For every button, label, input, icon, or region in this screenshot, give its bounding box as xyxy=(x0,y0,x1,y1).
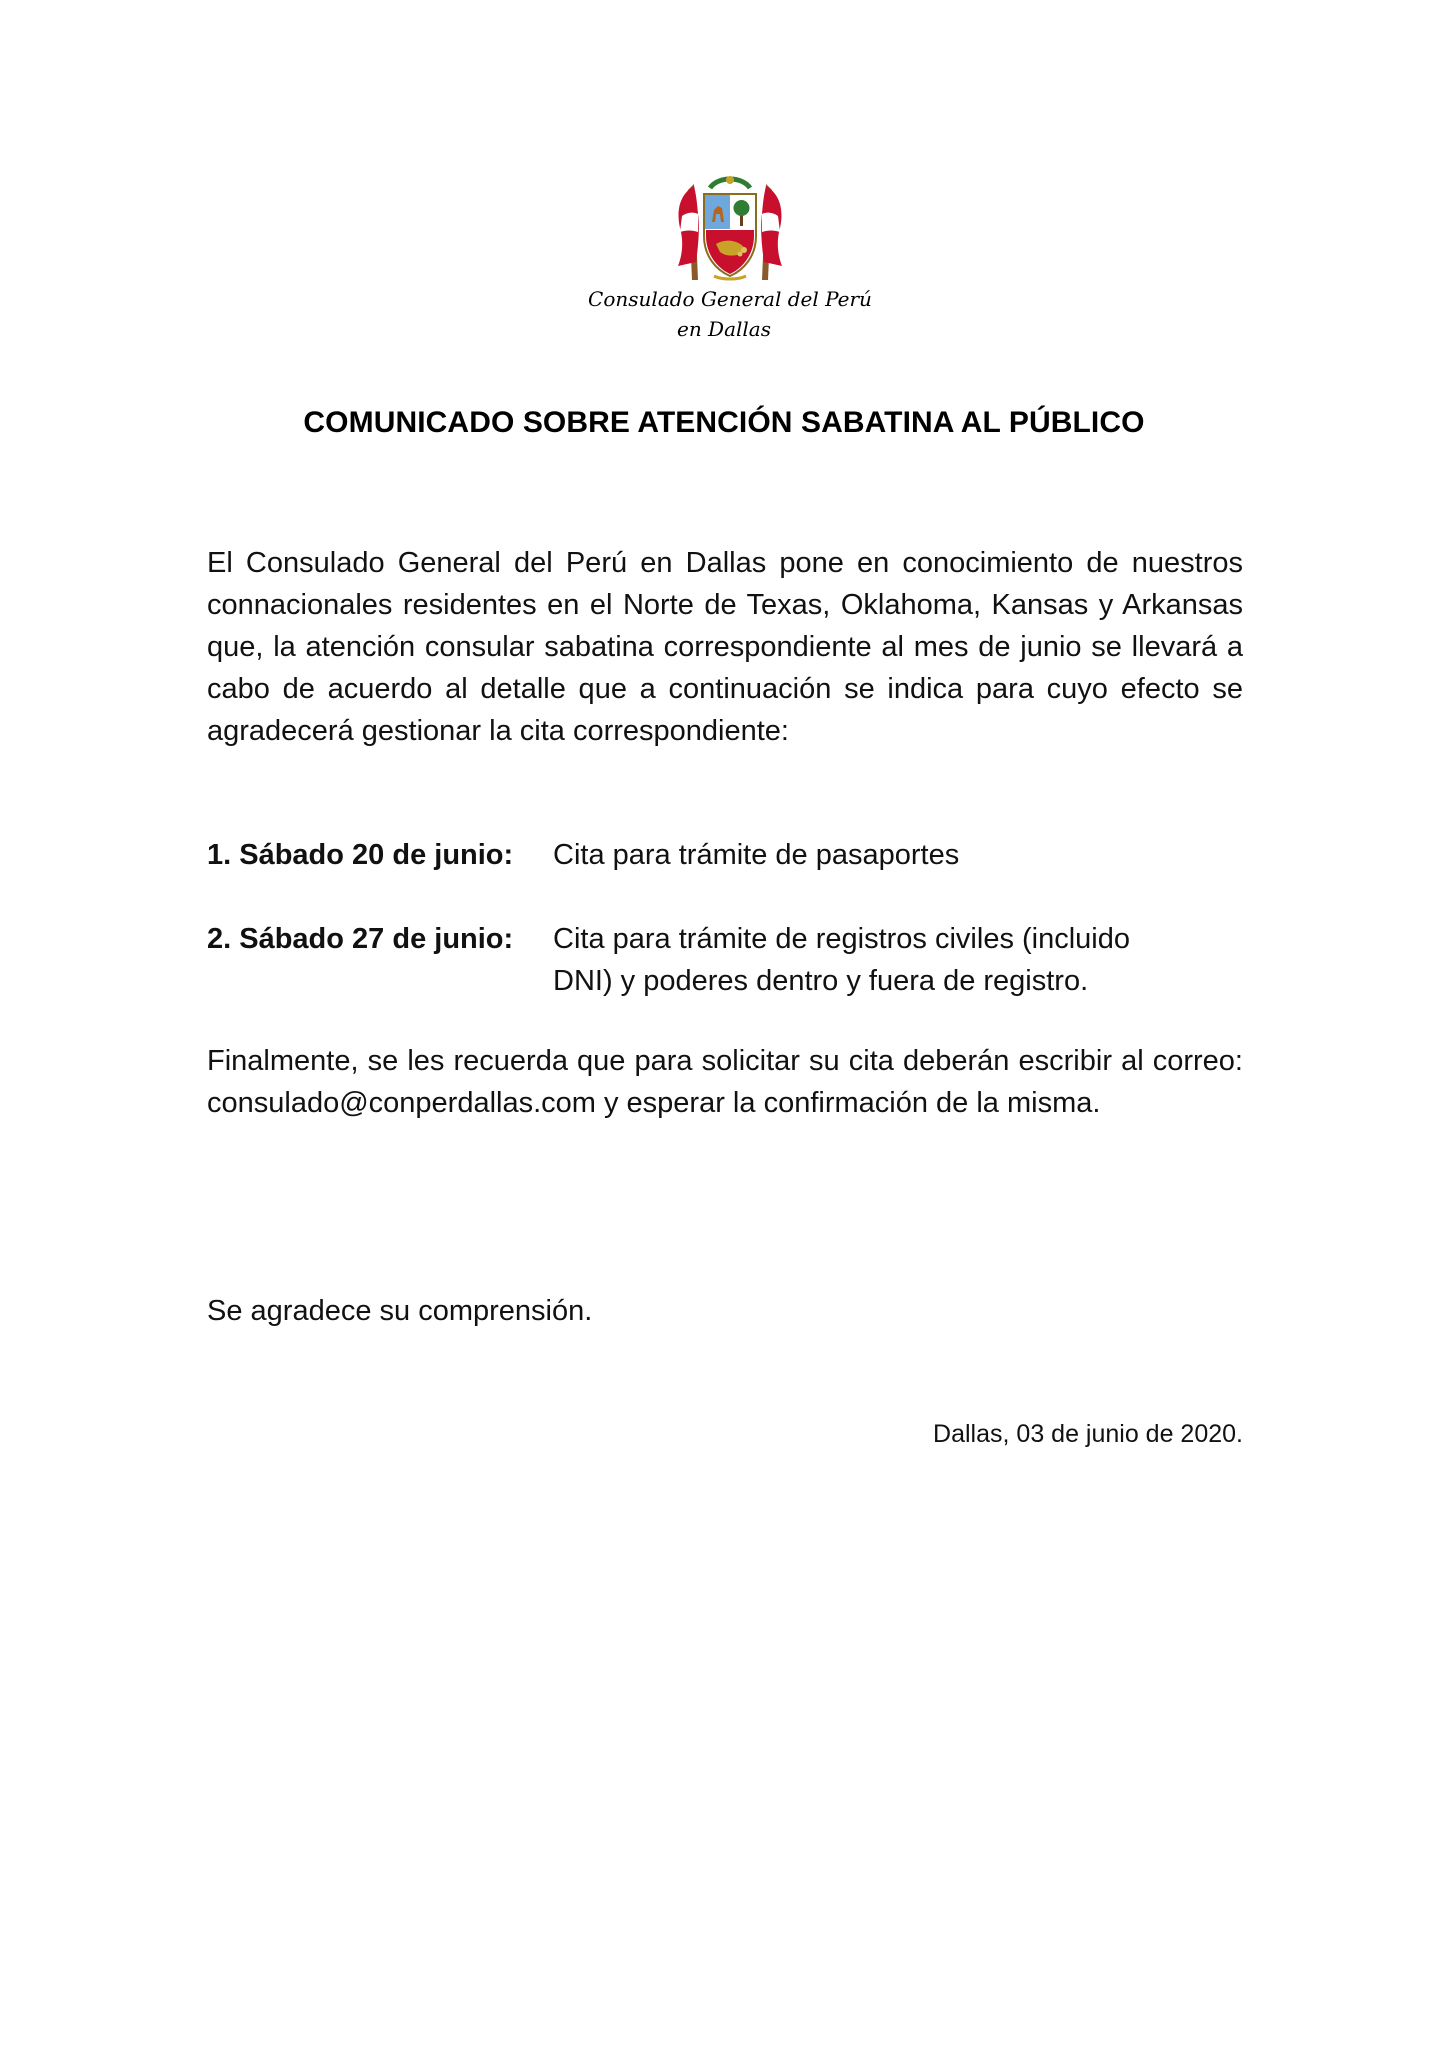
peru-coat-of-arms-icon xyxy=(670,170,790,288)
thanks-line: Se agradece su comprensión. xyxy=(207,1295,593,1327)
letterhead-line-2: en Dallas xyxy=(676,317,771,341)
schedule-item-1-label: 1. Sábado 20 de junio: xyxy=(207,839,514,871)
intro-paragraph: El Consulado General del Perú en Dallas pone en conocimiento de nuestros connacionales residentes en el Norte de Texas, Oklahoma, Kansas y Arkansas que, la atención consular sabatina correspondiente al mes de junio se llevará a cabo de acuerdo al detalle que a continuación se indica para cuyo efecto se agradecerá gestionar la cita correspondiente: xyxy=(207,547,1243,747)
letterhead-line-1: Consulado General del Perú xyxy=(588,287,872,311)
closing-paragraph: Finalmente, se les recuerda que para solicitar su cita deberán escribir al correo: consulado@conperdallas.com y esperar la confirmación de la misma. xyxy=(207,1045,1243,1119)
schedule-item-1-text: Cita para trámite de pasaportes xyxy=(553,839,960,871)
schedule-item-2-label: 2. Sábado 27 de junio: xyxy=(207,923,514,955)
date-line: Dallas, 03 de junio de 2020. xyxy=(933,1420,1243,1448)
schedule-item-2-text: Cita para trámite de registros civiles (incluido DNI) y poderes dentro y fuera de registro. xyxy=(553,923,1130,997)
document-title: COMUNICADO SOBRE ATENCIÓN SABATINA AL PÚBLICO xyxy=(303,406,1145,439)
